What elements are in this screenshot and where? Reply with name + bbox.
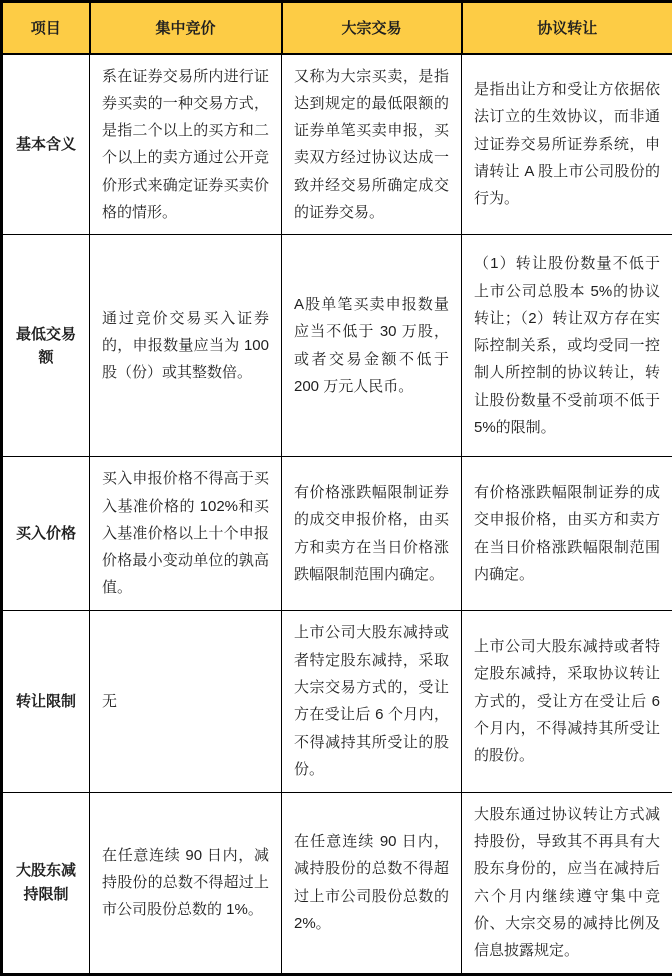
table-cell: 无 [90, 610, 282, 792]
table-cell: 上市公司大股东减持或者特定股东减持，采取大宗交易方式的，受让方在受让后 6 个月内，不得减持其所受让的股份。 [282, 610, 462, 792]
table-cell: 上市公司大股东减持或者特定股东减持，采取协议转让方式的，受让方在受让后 6 个月内，不得减持其所受让的股份。 [462, 610, 672, 792]
table-cell: 大股东通过协议转让方式减持股份，导致其不再具有大股东身份的，应当在减持后六个月内继续遵守集中竞价、大宗交易的减持比例及信息披露规定。 [462, 792, 672, 974]
header-cell-call-auction: 集中竞价 [90, 2, 282, 54]
table-cell: 在任意连续 90 日内，减持股份的总数不得超过上市公司股份总数的 2%。 [282, 792, 462, 974]
header-cell-block-trade: 大宗交易 [282, 2, 462, 54]
table-cell: A股单笔买卖申报数量应当不低于 30 万股，或者交易金额不低于 200 万元人民币。 [282, 235, 462, 457]
table-cell: 有价格涨跌幅限制证券的成交申报价格，由买方和卖方在当日价格涨跌幅限制范围内确定。 [282, 457, 462, 610]
table-row [2, 54, 672, 235]
table-cell: 系在证券交易所内进行证券买卖的一种交易方式，是指二个以上的买方和二个以上的卖方通过公开竞价形式来确定证券买卖价格的情形。 [90, 54, 282, 235]
table-cell: 通过竞价交易买入证券的，申报数量应当为 100 股（份）或其整数倍。 [90, 235, 282, 457]
table-row [2, 235, 672, 457]
row-label-minimum-amount: 最低交易额 [2, 235, 90, 457]
table-row [2, 610, 672, 792]
table-cell: 又称为大宗买卖，是指达到规定的最低限额的证券单笔买卖申报，买卖双方经过协议达成一致并经交易所确定成交的证券交易。 [282, 54, 462, 235]
table-cell: 是指出让方和受让方依据依法订立的生效协议，而非通过证券交易所证券系统，申请转让 A 股上市公司股份的行为。 [462, 54, 672, 235]
table-cell: 在任意连续 90 日内，减持股份的总数不得超过上市公司股份总数的 1%。 [90, 792, 282, 974]
table-row [2, 792, 672, 974]
header-cell-agreement-transfer: 协议转让 [462, 2, 672, 54]
row-label-basic-meaning: 基本含义 [2, 54, 90, 235]
table-cell: （1）转让股份数量不低于上市公司总股本 5%的协议转让；（2）转让双方存在实际控制关系，或均受同一控制人所控制的协议转让，转让股份数量不受前项不低于 5%的限制。 [462, 235, 672, 457]
header-cell-item: 项目 [2, 2, 90, 54]
table-header-row [2, 2, 672, 54]
row-label-transfer-restriction: 转让限制 [2, 610, 90, 792]
table-row [2, 457, 672, 610]
row-label-buy-price: 买入价格 [2, 457, 90, 610]
table-cell: 有价格涨跌幅限制证券的成交申报价格，由买方和卖方在当日价格涨跌幅限制范围内确定。 [462, 457, 672, 610]
table-cell: 买入申报价格不得高于买入基准价格的 102%和买入基准价格以上十个申报价格最小变动单位的孰高值。 [90, 457, 282, 610]
row-label-major-shareholder-limit: 大股东减持限制 [2, 792, 90, 974]
